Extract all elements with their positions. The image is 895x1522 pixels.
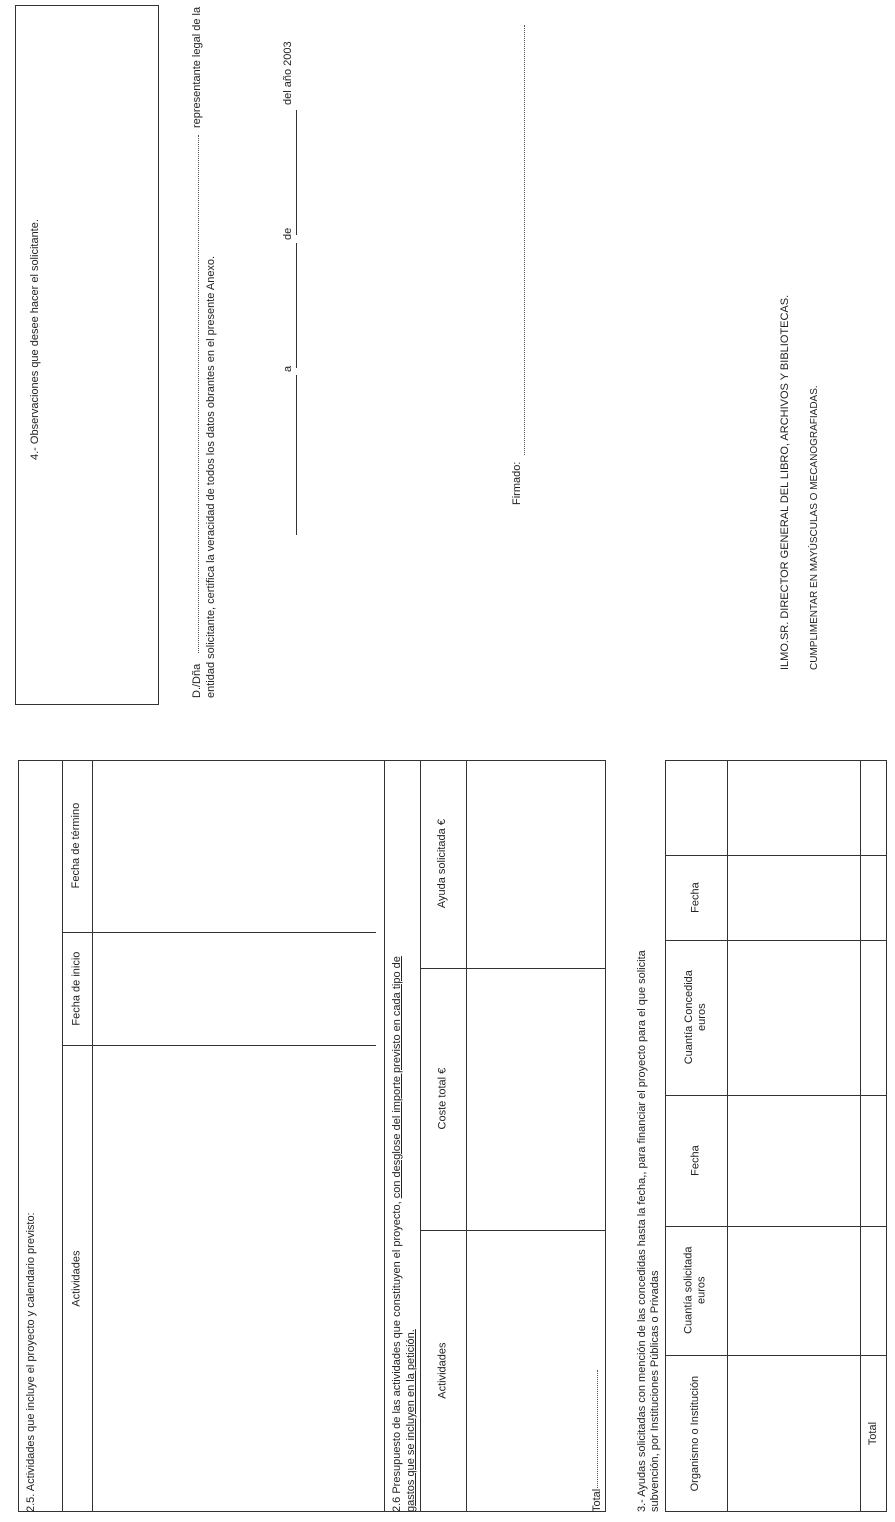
declaracion-line1-prefix: D./Dña [191,663,203,698]
day-line [296,243,297,368]
s3-col-fecha-2: Fecha [689,882,702,913]
section-3-title-line1: 3.- Ayudas solicitadas con mención de las concedidas hasta la fecha,, para financiar el proyecto para el que solicita [636,950,648,1512]
section-2-6-title-line1: 2.6 Presupuesto de las actividades que constituyen el proyecto, con desglose del importe previsto en cada tipo de [391,956,403,1512]
s3-total-label: Total [866,1421,879,1446]
section-2-5-title: 2.5. Actividades que incluye el proyecto y calendario previsto: [25,1212,37,1512]
s26-total-dots[interactable] [597,1370,598,1488]
declaracion-a: a [282,365,294,372]
s26-col-actividades: Actividades [436,1342,449,1400]
section-2-5-2-6-box [18,760,606,1512]
declaracion-line2: entidad solicitante, certifica la veracidad de todos los datos obrantes en el presente Anexo. [205,255,217,698]
s3-col-fecha-1: Fecha [689,1145,702,1176]
section-2-6-title-line2: gastos que se incluyen en la petición. [405,1329,417,1512]
s3-col-cuantia-concedida: Cuantía Concedida euros [682,970,708,1065]
s25-header-divider [92,760,93,1512]
s3-col-cuantia-solicitada: Cuantía solicitada euros [682,1246,709,1335]
s25-col-inicio: Fecha de inicio [70,951,83,1026]
s26-divider [384,760,385,1512]
addressee-line2: CUMPLIMENTAR EN MAYÚSCULAS O MECANOGRAFIADAS. [809,385,820,670]
declaracion-line1-suffix: representante legal de la [191,6,203,128]
s26-col-coste: Coste total € [436,1068,449,1130]
declaracion-name-dots [198,135,199,653]
s25-col-actividades: Actividades [70,1250,83,1307]
s25-table-top [62,760,380,761]
s3-col-organismo: Organismo o Institución [689,1375,702,1492]
month-line [296,110,297,235]
declaracion-de: de [282,227,294,240]
s25-col-divider-1 [62,1045,376,1046]
s25-col-divider-2 [62,932,376,933]
addressee-line1: ILMO.SR. DIRECTOR GENERAL DEL LIBRO, ARCHIVOS Y BIBLIOTECAS. [779,294,791,670]
s3-header-divider [727,760,728,1512]
declaracion-year: del año 2003 [282,41,294,105]
place-line [296,375,297,535]
firmado-label: Firmado: [511,461,523,505]
observaciones-title: 4.- Observaciones que desee hacer el solicitante. [29,219,41,460]
section-3-title-line2: subvención, por Instituciones Públicas o Privadas [649,1270,661,1512]
s26-header-divider [466,760,467,1512]
s26-total-label: Total [591,1488,603,1512]
s25-col-termino: Fecha de término [70,803,83,889]
s26-col-ayuda: Ayuda solicitada € [436,819,449,909]
firma-dots[interactable] [524,25,525,455]
